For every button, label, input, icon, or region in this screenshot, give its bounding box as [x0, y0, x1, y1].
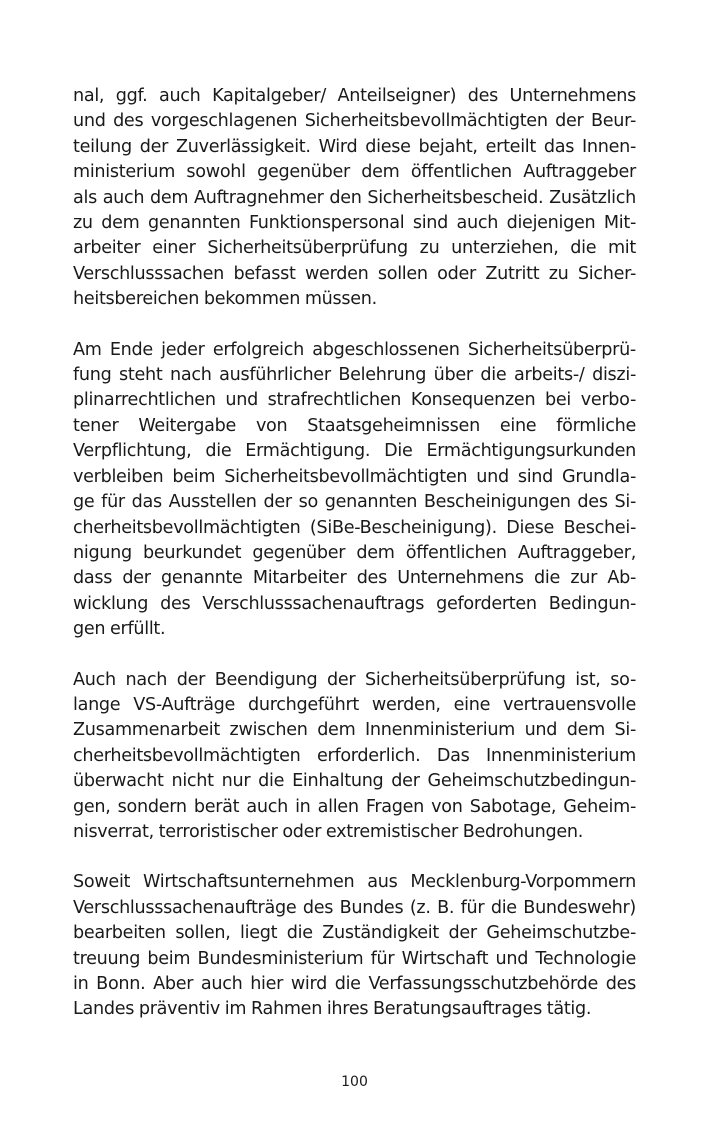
text-line: heitsbereichen bekommen müssen.: [73, 289, 377, 310]
text-line: gen erfüllt.: [73, 619, 166, 640]
paragraph-1: [73, 84, 636, 313]
text-line: ministerium sowohl gegenüber dem öffentlichen Auftraggeber: [73, 162, 636, 183]
text-line: Verpflichtung, die Ermächtigung. Die Ermächtigungsurkunden: [73, 441, 636, 462]
text-line: plinarrechtlichen und strafrechtlichen Konsequenzen bei verbo-: [73, 390, 636, 411]
text-line: gen, sondern berät auch in allen Fragen von Sabotage, Geheim-: [73, 796, 636, 817]
text-line: fung steht nach ausführlicher Belehrung über die arbeits-/ diszi-: [73, 365, 636, 386]
text-line: teilung der Zuverlässigkeit. Wird diese bejaht, erteilt das Innen-: [73, 136, 636, 157]
text-line: als auch dem Auftragnehmer den Sicherheitsbescheid. Zusätzlich: [73, 187, 636, 208]
text-line: Landes präventiv im Rahmen ihres Beratungsauftrages tätig.: [73, 999, 592, 1020]
text-line: nal, ggf. auch Kapitalgeber/ Anteilseigner) des Unternehmens: [73, 86, 636, 106]
text-line: dass der genannte Mitarbeiter des Unternehmens die zur Ab-: [73, 568, 636, 589]
paragraph-3: [73, 668, 636, 846]
text-line: Am Ende jeder erfolgreich abgeschlossenen Sicherheitsüberprü-: [73, 339, 636, 360]
text-line: Auch nach der Beendigung der Sicherheitsüberprüfung ist, so-: [73, 669, 636, 690]
text-line: bearbeiten sollen, liegt die Zuständigkeit der Geheimschutzbe-: [73, 923, 636, 944]
text-line: Verschlusssachenaufträge des Bundes (z. B. für die Bundeswehr): [73, 897, 636, 918]
text-line: und des vorgeschlagenen Sicherheitsbevollmächtigten der Beur-: [73, 111, 636, 132]
paragraph-4: [73, 870, 636, 1022]
text-line: wicklung des Verschlusssachenauftrags geforderten Bedingun-: [73, 593, 636, 614]
text-line: Soweit Wirtschaftsunternehmen aus Mecklenburg-Vorpommern: [73, 872, 636, 893]
text-line: lange VS-Aufträge durchgeführt werden, eine vertrauensvolle: [73, 694, 636, 715]
text-line: Verschlusssachen befasst werden sollen oder Zutritt zu Sicher-: [73, 263, 636, 284]
text-line: tener Weitergabe von Staatsgeheimnissen eine förmliche: [73, 415, 636, 436]
text-line: Zusammenarbeit zwischen dem Innenministerium und dem Si-: [73, 720, 636, 741]
text-line: cherheitsbevollmächtigten (SiBe-Bescheinigung). Diese Beschei-: [73, 517, 636, 538]
text-line: zu dem genannten Funktionspersonal sind auch diejenigen Mit-: [73, 213, 636, 234]
text-line: in Bonn. Aber auch hier wird die Verfassungsschutzbehörde des: [73, 974, 636, 994]
page-number: 100: [341, 1074, 368, 1090]
text-line: überwacht nicht nur die Einhaltung der Geheimschutzbedingun-: [73, 771, 636, 792]
text-line: ge für das Ausstellen der so genannten Bescheinigungen des Si-: [73, 492, 636, 513]
text-line: treuung beim Bundesministerium für Wirtschaft und Technologie: [73, 948, 636, 969]
text-line: nigung beurkundet gegenüber dem öffentlichen Auftraggeber,: [73, 542, 636, 563]
text-line: verbleiben beim Sicherheitsbevollmächtigten und sind Grundla-: [73, 466, 636, 487]
text-line: arbeiter einer Sicherheitsüberprüfung zu unterziehen, die mit: [73, 238, 636, 259]
page-body: [73, 84, 636, 1048]
text-line: cherheitsbevollmächtigten erforderlich. Das Innenministerium: [73, 745, 636, 766]
paragraph-2: [73, 338, 636, 643]
text-line: nisverrat, terroristischer oder extremistischer Bedrohungen.: [73, 821, 583, 842]
